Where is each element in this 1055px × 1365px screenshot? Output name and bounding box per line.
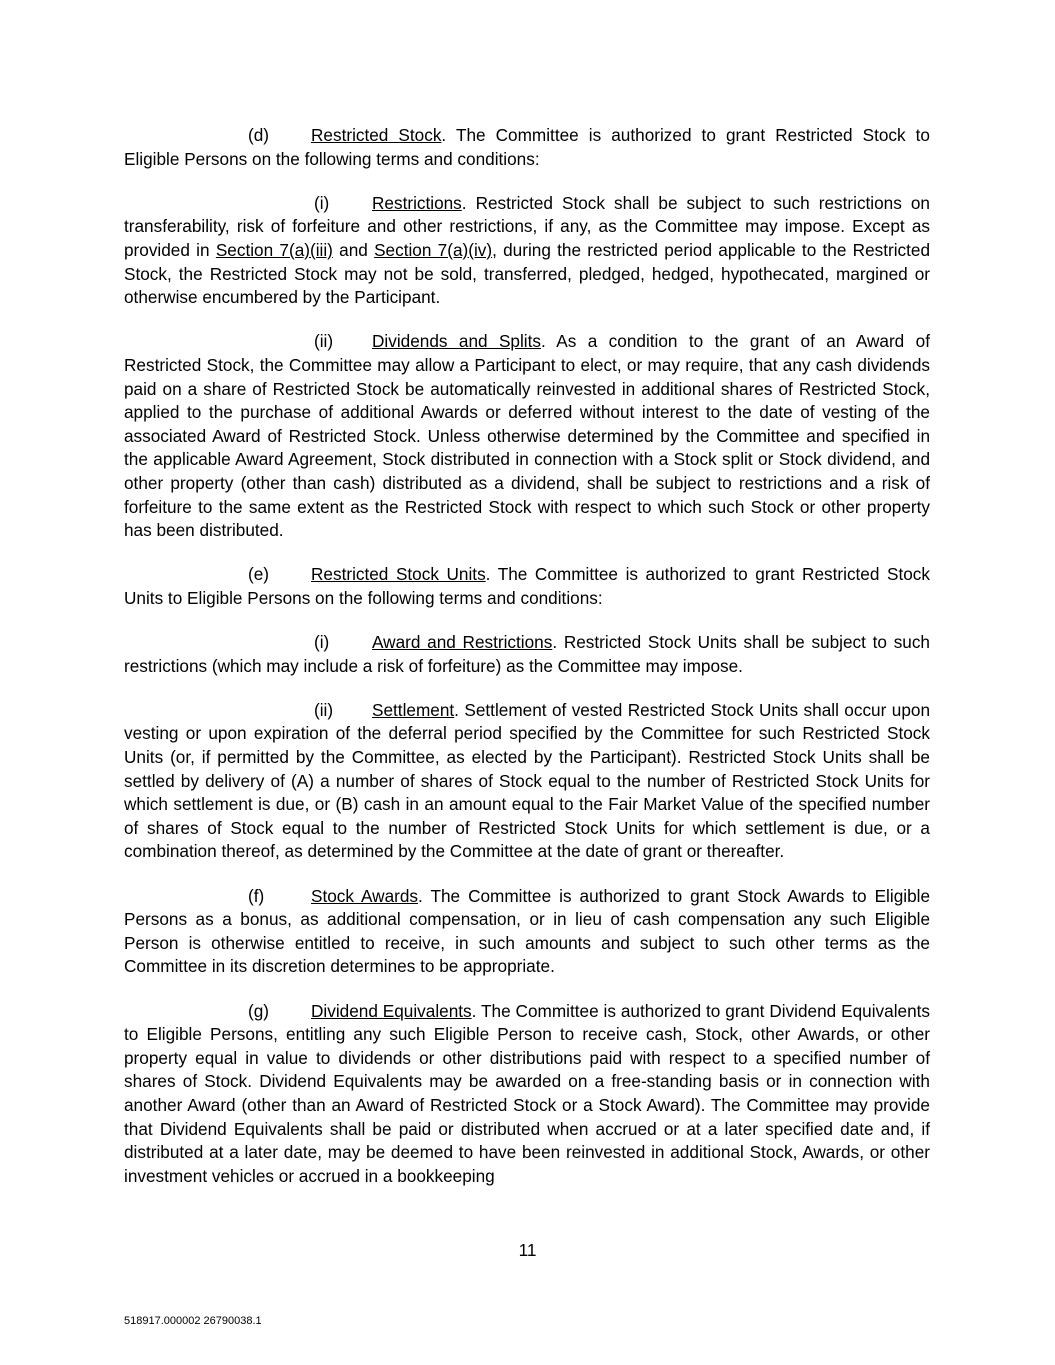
paragraph-text: . Restricted Stock shall be subject to such restrictions on transferability, risk of forfeiture and other restrictions, if any, as the Committee may impose. Except as provided in bbox=[124, 192, 930, 260]
paragraph-d-ii-dividends-and-splits bbox=[124, 330, 930, 542]
paragraph-marker: (g) bbox=[248, 1000, 270, 1021]
paragraph-heading: Restrictions bbox=[372, 192, 462, 213]
paragraph-g-dividend-equivalents bbox=[124, 1000, 930, 1189]
document-id: 518917.000002 26790038.1 bbox=[124, 1315, 262, 1327]
section-7-a-iii-reference: Section 7(a)(iii) bbox=[215, 239, 333, 260]
paragraph-heading: Restricted Stock Units bbox=[311, 564, 486, 585]
paragraph-e-ii-settlement bbox=[124, 699, 930, 864]
paragraph-text: . The Committee is authorized to grant Restricted Stock Units to Eligible Persons on the following terms and conditions: bbox=[124, 564, 930, 608]
paragraph-text: . As a condition to the grant of an Award of Restricted Stock, the Committee may allow a Participant to elect, or may require, that any cash dividends paid on a share of Restricted Stock be automatically reinvested in additional shares of Restricted Stock, applied to the purchase of additional Awards or deferred without interest to the date of vesting of the associated Award of Restricted Stock. Unless otherwise determined by the Committee and specified in the applicable Award Agreement, Stock distributed in connection with a Stock split or Stock dividend, and other property (other than cash) distributed as a dividend, shall be subject to restrictions and a risk of forfeiture to the same extent as the Restricted Stock with respect to which such Stock or other property has been distributed. bbox=[124, 331, 930, 541]
paragraph-text: . The Committee is authorized to grant Stock Awards to Eligible Persons as a bonus, as additional compensation, or in lieu of cash compensation any such Eligible Person is otherwise entitled to receive, in such amounts and subject to such other terms as the Committee in its discretion determines to be appropriate. bbox=[124, 885, 931, 977]
paragraph-marker: (f) bbox=[248, 885, 265, 906]
paragraph-marker: (i) bbox=[314, 632, 330, 653]
paragraph-marker: (ii) bbox=[314, 331, 334, 352]
paragraph-heading: Settlement bbox=[372, 699, 455, 720]
document-body bbox=[124, 124, 930, 1209]
paragraph-text: , during the restricted period applicable to the Restricted Stock, the Restricted Stock may not be sold, transferred, pledged, hedged, hypothecated, margined or otherwise encumbered by the Participant. bbox=[124, 239, 931, 308]
paragraph-marker: (e) bbox=[248, 564, 270, 585]
paragraph-f-stock-awards bbox=[124, 885, 930, 979]
page-number: 11 bbox=[518, 1240, 537, 1260]
section-7-a-iv-reference: Section 7(a)(iv) bbox=[374, 239, 493, 260]
paragraph-text: . The Committee is authorized to grant Dividend Equivalents to Eligible Persons, entitling any such Eligible Person to receive cash, Stock, other Awards, or other property equal in value to dividends or other distributions paid with respect to a specified number of shares of Stock. Dividend Equivalents may be awarded on a free-standing basis or in connection with another Award (other than an Award of Restricted Stock or a Stock Award). The Committee may provide that Dividend Equivalents shall be paid or distributed when accrued or at a later specified date and, if distributed at a later date, may be deemed to have been reinvested in additional Stock, Awards, or other investment vehicles or accrued in a bookkeeping bbox=[124, 1000, 930, 1186]
paragraph-heading: Dividend Equivalents bbox=[311, 1000, 472, 1021]
paragraph-marker: (i) bbox=[314, 192, 330, 213]
paragraph-heading: Award and Restrictions bbox=[372, 632, 553, 653]
paragraph-marker: (d) bbox=[248, 125, 270, 145]
paragraph-text: . Settlement of vested Restricted Stock Units shall occur upon vesting or upon expiration of the deferral period specified by the Committee for such Restricted Stock Units (or, if permitted by the Committee, as elected by the Participant). Restricted Stock Units shall be settled by delivery of (A) a number of shares of Stock equal to the number of Restricted Stock Units for which settlement is due, or (B) cash in an amount equal to the Fair Market Value of the specified number of shares of Stock equal to the number of Restricted Stock Units for which settlement is due, or a combination thereof, as determined by the Committee at the date of grant or thereafter. bbox=[124, 699, 930, 862]
paragraph-e-i-award-and-restrictions bbox=[124, 631, 930, 678]
paragraph-d-i-restrictions bbox=[124, 192, 930, 310]
paragraph-text: . The Committee is authorized to grant Restricted Stock to Eligible Persons on the following terms and conditions: bbox=[124, 125, 930, 169]
paragraph-heading: Dividends and Splits bbox=[372, 331, 541, 352]
paragraph-e-restricted-stock-units bbox=[124, 563, 930, 610]
paragraph-marker: (ii) bbox=[314, 699, 334, 720]
paragraph-d-restricted-stock bbox=[124, 124, 930, 171]
paragraph-heading: Restricted Stock bbox=[311, 125, 442, 145]
paragraph-text: . Restricted Stock Units shall be subject to such restrictions (which may include a risk of forfeiture) as the Committee may impose. bbox=[124, 632, 930, 676]
paragraph-heading: Stock Awards bbox=[311, 885, 419, 906]
paragraph-text: and bbox=[332, 239, 375, 260]
